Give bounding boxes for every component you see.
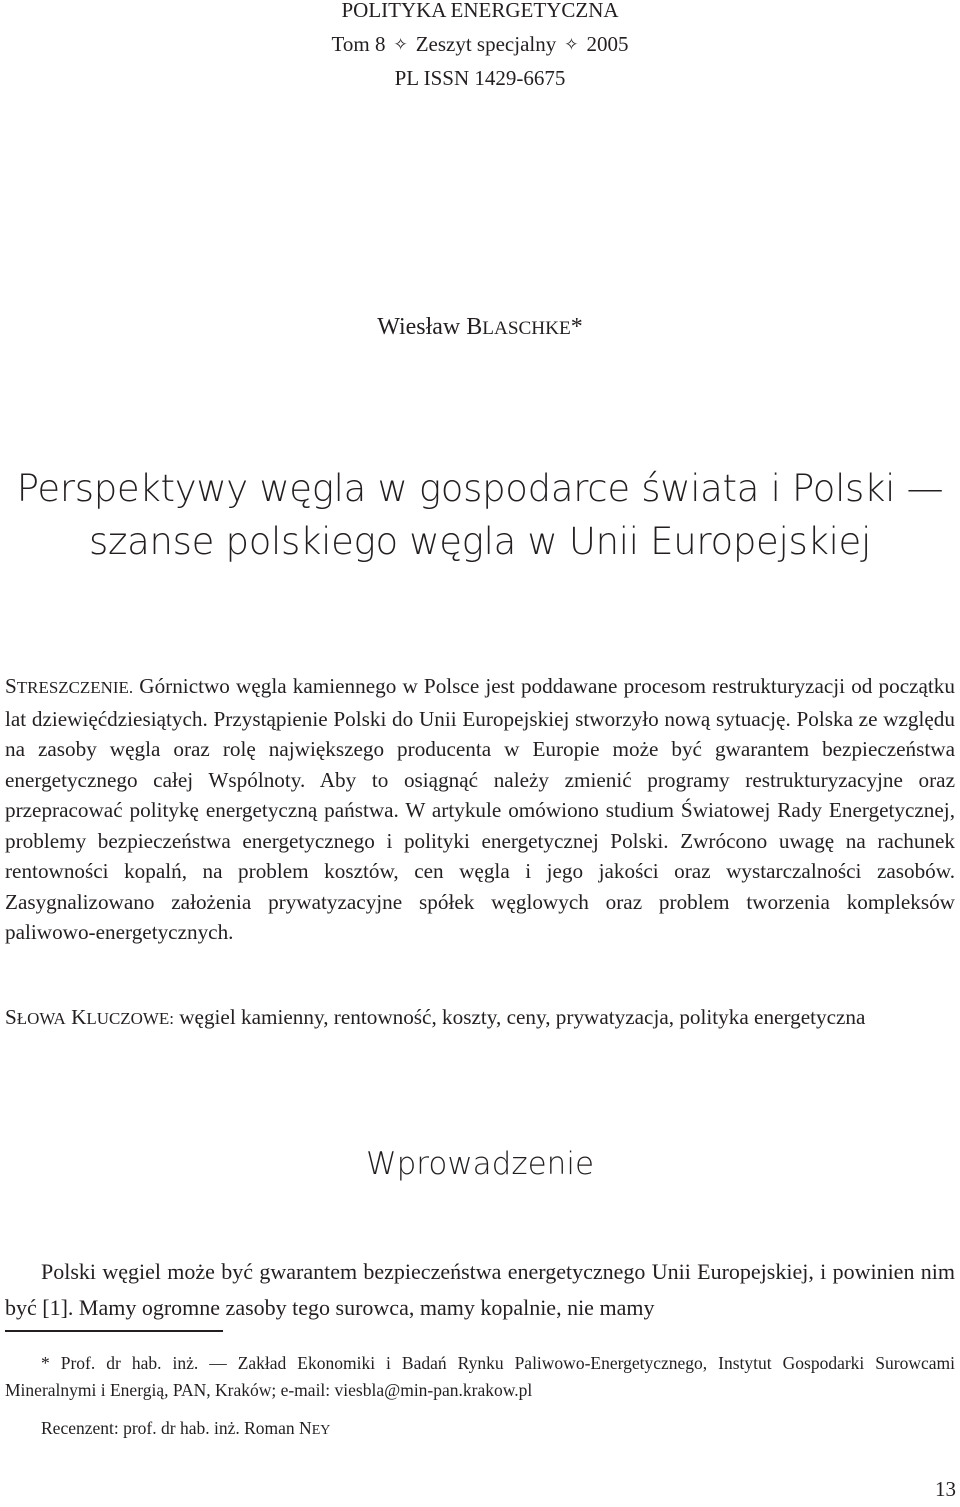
abstract-text: Górnictwo węgla kamiennego w Polsce jest poddawane procesom restrukturyzacji od początku lat dziewięćdziesiątych. Przystąpienie Polski do Unii Europejskiej stworzyło nową sytuację. Polska ze względu na zasoby węgla oraz rolę największego producenta w Europie może być gwarantem bezpieczeństwa energetycznego całej Wspólnoty. Aby to osiągnąć należy zmienić programy restrukturyzacyjne oraz przepracować politykę energetyczną państwa. W artykule omówiono studium Światowej Rady Energetycznej, problemy bezpieczeństwa energetycznego i polityki energetycznej Polski. Zwrócono uwagę na rachunek rentowności kopalń, na problem kosztów, cen węgla i jego jakości oraz wystarczalności zasobów. Zasygnalizowano założenia prywatyzacyjne spółek węglowych oraz problem tworzenia kompleksów paliwowo-energetycznych.	[5, 674, 955, 944]
footnote-rule	[5, 1330, 223, 1332]
keywords-text: węgiel kamienny, rentowność, koszty, ceny, prywatyzacja, polityka energetyczna	[179, 1005, 866, 1029]
year: 2005	[586, 32, 629, 56]
author-footnote: * Prof. dr hab. inż. — Zakład Ekonomiki i Badań Rynku Paliwowo-Energetycznego, Instytut Gospodarki Surowcami Mineralnymi i Energią, PAN, Kraków; e-mail: viesbla@min-pan.krakow.pl	[5, 1353, 955, 1400]
journal-name: POLITYKA ENERGETYCZNA	[341, 0, 619, 22]
paper-title-line-2: szanse polskiego węgla w Unii Europejskiej	[88, 520, 871, 563]
keywords-label: SŁOWA KLUCZOWE:	[5, 1005, 174, 1029]
author	[0, 314, 960, 341]
four-point-star-icon: ✧	[564, 35, 579, 54]
keywords	[5, 1002, 955, 1035]
author-last: LASCHKE	[482, 318, 571, 339]
volume: Tom 8	[331, 32, 386, 56]
reviewer-note: Recenzent: prof. dr hab. inż. Roman NEY	[41, 1418, 331, 1438]
author-first: Wiesław B	[377, 314, 483, 340]
issue: Zeszyt specjalny	[415, 32, 557, 56]
paper-title-line-1: Perspektywy węgla w gospodarce świata i Polski —	[16, 467, 944, 510]
four-point-star-icon: ✧	[393, 35, 408, 54]
abstract	[5, 671, 955, 948]
author-footnote-mark: *	[570, 314, 583, 340]
abstract-label: STRESZCZENIE.	[5, 674, 134, 698]
intro-paragraph: Polski węgiel może być gwarantem bezpieczeństwa energetycznego Unii Europejskiej, i powinien nim być [1]. Mamy ogromne zasoby tego surowca, mamy kopalnie, nie mamy	[5, 1259, 955, 1320]
page-number: 13	[935, 1477, 956, 1501]
issue-line	[0, 30, 960, 59]
section-heading: Wprowadzenie	[365, 1146, 595, 1182]
issn: PL ISSN 1429-6675	[394, 66, 566, 90]
